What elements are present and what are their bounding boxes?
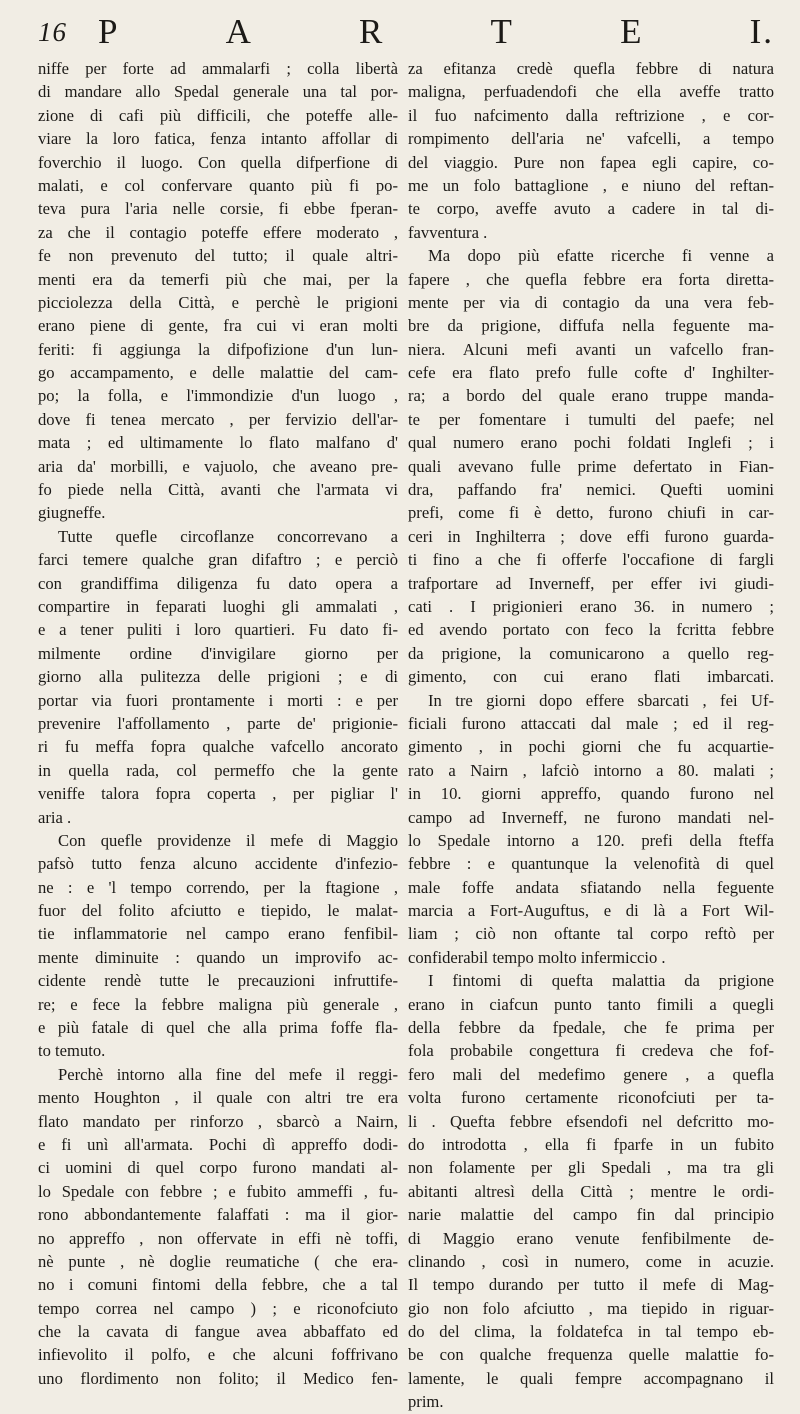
text-line: ne : e 'l tempo correndo, per la ftagione , <box>38 877 398 897</box>
text-line: portar via fuori prontamente i morti : e per <box>38 690 398 710</box>
text-line: te corpo, aveffe avuto a cadere in tal di- <box>408 199 774 219</box>
text-line: di Maggio erano venute fenfibilmente de- <box>408 1228 774 1248</box>
text-line: mente per via di contagio da una vera feb- <box>408 292 774 312</box>
text-line: be con qualche frequenza quelle malattie fo- <box>408 1345 774 1365</box>
text-line: foverchio il luogo. Con quella difperfione di <box>38 152 398 172</box>
text-line: della febbre da fpedale, che fe prima per <box>408 1018 774 1038</box>
text-line: li . Quefta febbre efsendofi nel defcritto mo- <box>408 1111 774 1131</box>
text-line: dra, paffando fra' nemici. Quefti uomini <box>408 480 774 500</box>
text-line: fe non prevenuto del tutto; il quale altri- <box>38 246 398 266</box>
text-line: quali avevano fulle prime defertato in Fian- <box>408 456 774 476</box>
text-line: fuor del folito afciutto e tiepido, le malat- <box>38 901 398 921</box>
page-header <box>38 10 778 54</box>
text-line: za che il contagio poteffe effere moderato , <box>38 222 398 242</box>
text-line: confiderabil tempo molto infermiccio . <box>408 947 666 967</box>
right-text-column <box>408 57 774 1414</box>
text-line: malati, e col confervare quanto più fi po- <box>38 175 398 195</box>
text-line: niera. Alcuni mefi avanti un vafcello fran- <box>408 339 774 359</box>
text-line: menti era da temerfi più che mai, per la <box>38 269 398 289</box>
text-line: rono abbondantemente falaffati : ma il gior- <box>38 1205 398 1225</box>
text-line: do del clima, la foldatefca in tal tempo eb- <box>408 1322 774 1342</box>
text-line: tempo correa nel campo ) ; e riconofciuto <box>38 1298 398 1318</box>
text-line: cefe era flato prefo fulle cofte d' Inghilter- <box>408 363 774 383</box>
text-line: viare la loro fatica, fenza intanto affollar di <box>38 129 398 149</box>
text-line: flato mandato per rinforzo , sbarcò a Nairn, <box>38 1111 398 1131</box>
text-line: fola probabile congettura fi credeva che fof- <box>408 1041 774 1061</box>
text-line: gio non folo afciutto , ma tiepido in riguar- <box>408 1298 774 1318</box>
text-line: no appreffo , non offervate in effi nè toffi, <box>38 1228 398 1248</box>
text-line: erano in ciafcun punto tanto fimili a quegli <box>408 994 774 1014</box>
text-line: maligna, perfuadendofi che ella aveffe tratto <box>408 82 774 102</box>
text-line: erano piene di gente, fra cui vi eran molti <box>38 316 398 336</box>
text-line: da prigione, la comunicarono a quello reg- <box>408 643 774 663</box>
text-line: picciolezza della Città, e perchè le prigioni <box>38 292 398 312</box>
running-title-letter: E <box>620 12 644 51</box>
text-line: Tutte quefle circoflanze concorrevano a <box>58 526 398 546</box>
text-line: liam ; ciò non oftante tal corpo reftò per <box>408 924 774 944</box>
text-line: dove fi tenea mercato , per fervizio dell'ar- <box>38 409 398 429</box>
text-line: nè punte , nè doglie reumatiche ( che era- <box>38 1251 398 1271</box>
text-line: mente diminuite : quando un improvifo ac- <box>38 947 398 967</box>
text-line: giorno alla pulitezza delle prigioni ; e di <box>38 667 398 687</box>
text-line: marcia a Fort-Auguftus, e di là a Fort Wil- <box>408 901 774 921</box>
text-line: in 10. giorni appreffo, quando furono nel <box>408 784 774 804</box>
text-line: to temuto. <box>38 1041 106 1061</box>
text-line: ri fu meffa fopra qualche vafcello ancorato <box>38 737 398 757</box>
text-line: tie inflammatorie nel campo erano fenfibil- <box>38 924 398 944</box>
text-line: In tre giorni dopo effere sbarcati , fei Uf- <box>428 690 774 710</box>
text-line: me un folo battaglione , e niuno del reftan- <box>408 175 774 195</box>
text-line: clinando , così in numero, come in acuzie. <box>408 1251 774 1271</box>
text-line: gimento, con cui erano flati imbarcati. <box>408 667 774 687</box>
text-line: prevenire l'affollamento , parte de' prigionie- <box>38 713 398 733</box>
text-line: e più fatale di quel che alla prima foffe fla- <box>38 1018 398 1038</box>
text-line: Con quefle providenze il mefe di Maggio <box>58 830 398 850</box>
text-line: favventura . <box>408 222 488 242</box>
text-line: po; la folla, e l'immondizie d'un luogo , <box>38 386 398 406</box>
text-line: Perchè intorno alla fine del mefe il reggi- <box>58 1064 398 1084</box>
running-title-letter: I. <box>749 12 774 51</box>
text-line: volta furono certamente riconofciuti per ta- <box>408 1088 774 1108</box>
text-line: ed avendo portato con feco la fcritta febbre <box>408 620 774 640</box>
text-line: feriti: fi aggiunga la difpofizione d'un lun- <box>38 339 398 359</box>
text-line: ficiali furono attaccati dal male ; ed il reg- <box>408 713 774 733</box>
text-line: te per fomentare i tumulti del paefe; nel <box>408 409 774 429</box>
text-line: gimento , in pochi giorni che fu acquartie- <box>408 737 774 757</box>
text-line: veniffe talora fopra coperta , per pigliar l' <box>38 784 398 804</box>
text-line: narie malattie del campo fin dal principio <box>408 1205 774 1225</box>
text-line: del viaggio. Pure non fapea egli capire, co- <box>408 152 774 172</box>
text-line: che la cavata di fangue avea abbaffato ed <box>38 1322 398 1342</box>
text-line: campo ad Inverneff, ne furono mandati nel- <box>408 807 774 827</box>
text-line: lo Spedale con febbre ; e fubito ammeffi , fu- <box>38 1181 398 1201</box>
text-line: cidente rendè tutte le precauzioni infruttife- <box>38 971 398 991</box>
text-line: Il tempo durando per tutto il mefe di Mag- <box>408 1275 774 1295</box>
page-number: 16 <box>38 16 67 47</box>
text-line: fo piede nella Città, avanti che l'armata vi <box>38 480 398 500</box>
text-line: fero mali del medefimo genere , a quefla <box>408 1064 774 1084</box>
text-line: qual numero erano pochi foldati Inglefi ; i <box>408 433 774 453</box>
text-line: go accampamento, e delle malattie del cam- <box>38 363 398 383</box>
text-line: infievolito il polfo, e che alcuni foffrivano <box>38 1345 398 1365</box>
text-line: e a tener puliti i loro quartieri. Fu dato fi- <box>38 620 398 640</box>
text-line: do introdotta , ella fi fparfe in un fubito <box>408 1134 774 1154</box>
text-line: milmente ordine d'invigilare giorno per <box>38 643 398 663</box>
text-line: pafsò tutto fenza alcuno accidente d'infezio- <box>38 854 398 874</box>
text-line: rato a Nairn , lafciò intorno a 80. malati ; <box>408 760 774 780</box>
text-line: mento Houghton , il quale con altri tre era <box>38 1088 398 1108</box>
text-line: bre da prigione, diffufa nella feguente ma- <box>408 316 774 336</box>
text-line: no i comuni fintomi della febbre, che a tal <box>38 1275 398 1295</box>
left-text-column <box>38 57 398 1390</box>
text-line: prim. <box>408 1392 444 1412</box>
text-line: non folamente per gli Spedali , ma tra gli <box>408 1158 774 1178</box>
text-line: Ma dopo più efatte ricerche fi venne a <box>428 246 774 266</box>
text-line: ci uomini di quel corpo furono mandati al- <box>38 1158 398 1178</box>
text-line: trafportare ad Inverneff, per effer ivi giudi- <box>408 573 774 593</box>
running-title-letter: R <box>359 12 385 51</box>
text-line: compartire in feparati luoghi gli ammalati , <box>38 596 398 616</box>
text-line: e fi unì all'armata. Pochi dì appreffo dodi- <box>38 1134 398 1154</box>
text-line: prefi, come fi è detto, furono chiufi in car- <box>408 503 774 523</box>
text-line: in quella rada, col permeffo che la gente <box>38 760 398 780</box>
text-line: mata ; ed ultimamente lo flato malfano d' <box>38 433 398 453</box>
text-line: fapere , che quefla febbre era forta diretta- <box>408 269 774 289</box>
text-line: za efitanza credè quefla febbre di natura <box>408 59 774 78</box>
text-line: abitanti altresì della Città ; mentre le ordi- <box>408 1181 774 1201</box>
text-line: rompimento dell'aria ne' vafcelli, a tempo <box>408 129 774 149</box>
text-line: con grandiffima diligenza fu dato opera a <box>38 573 398 593</box>
text-line: ceri in Inghilterra ; dove effi furono guarda- <box>408 526 774 546</box>
text-line: aria da' morbilli, e vajuolo, che aveano pre- <box>38 456 398 476</box>
running-title <box>98 12 778 52</box>
running-title-letter: A <box>225 12 253 51</box>
text-line: di mandare allo Spedal generale una tal por- <box>38 82 398 102</box>
text-line: farci temere qualche gran difaftro ; e perciò <box>38 550 398 570</box>
text-line: niffe per forte ad ammalarfi ; colla libertà <box>38 59 398 78</box>
text-line: lo Spedale intorno a 120. prefi della fteffa <box>408 830 774 850</box>
text-line: febbre : e quantunque la velenofità di quel <box>408 854 774 874</box>
text-line: male foffe andata sfiatando nella feguente <box>408 877 774 897</box>
running-title-letter: T <box>490 12 514 51</box>
text-line: teva pura l'aria nelle corsie, fi ebbe fperan- <box>38 199 398 219</box>
text-line: il fuo nafcimento dalla reftrizione , e cor- <box>408 105 774 125</box>
text-line: cati . I prigionieri erano 36. in numero ; <box>408 596 774 616</box>
text-line: zione di cafi più difficili, che poteffe alle- <box>38 105 398 125</box>
running-title-letter: P <box>98 12 120 51</box>
text-line: ra; a bordo del quale erano truppe manda- <box>408 386 774 406</box>
text-line: lamente, le quali fempre accompagnano il <box>408 1368 774 1388</box>
text-line: aria . <box>38 807 72 827</box>
text-line: re; e fece la febbre maligna più generale , <box>38 994 398 1014</box>
text-line: I fintomi di quefta malattia da prigione <box>428 971 774 991</box>
text-line: ti fino a che fi offerfe l'occafione di fargli <box>408 550 774 570</box>
text-line: uno flordimento non folito; il Medico fen- <box>38 1368 398 1388</box>
text-line: giugneffe. <box>38 503 106 523</box>
